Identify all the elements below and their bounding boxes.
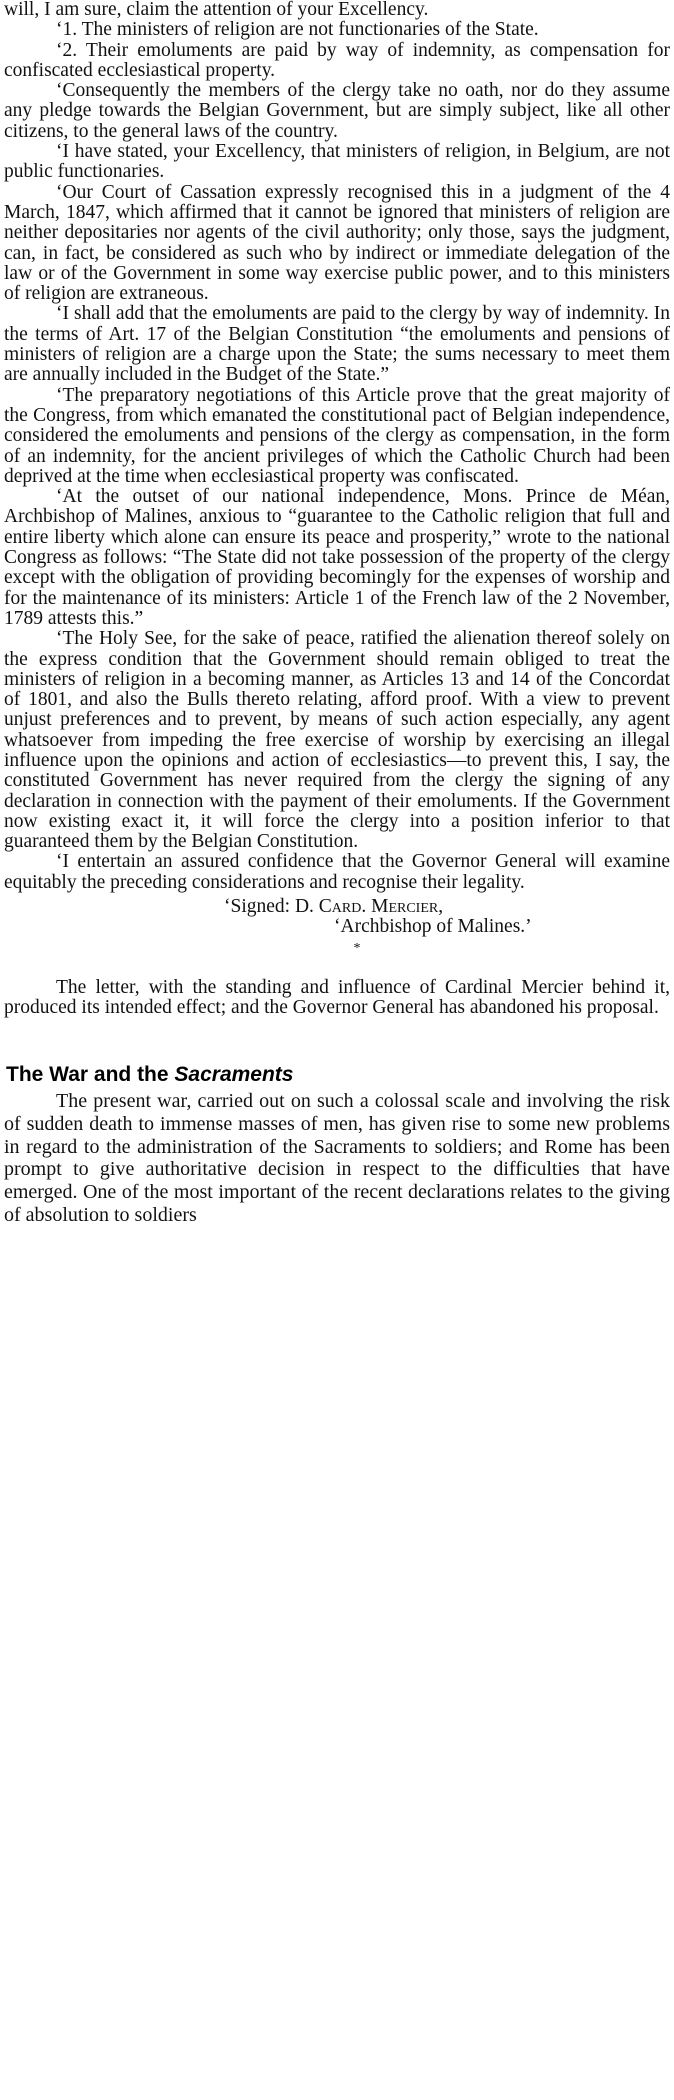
section-body: [4, 1090, 670, 1226]
signed-suffix: ,: [438, 896, 444, 918]
paragraph-4: ‘I have stated, your Excellency, that ministers of religion, in Belgium, are not public functionaries.: [4, 141, 670, 183]
paragraph-3: ‘Consequently the members of the clergy take no oath, nor do they assume any pledge towards the Belgian Government, but are simply subject, like all other citizens, to the general laws of the country.: [4, 80, 670, 142]
closing-paragraph: The letter, with the standing and influence of Cardinal Mercier behind it, produced its intended effect; and the Governor General has abandoned his proposal.: [4, 976, 670, 1018]
signed-line: [224, 897, 670, 917]
signed-prefix: ‘Signed: D.: [224, 896, 319, 918]
heading-plain: The War and the: [6, 1063, 175, 1087]
paragraph-9: ‘The Holy See, for the sake of peace, ratified the alienation thereof solely on the express condition that the Government should remain obliged to treat the ministers of religion in a becoming manner, as Articles 13 and 14 of the Concordat of 1801, and also the Bulls thereto relating, afford proof. With a view to prevent unjust preferences and to prevent, by means of such action especially, any agent whatsoever from impeding the free exercise of worship by exercising an illegal influence upon the opinions and action of ecclesiastics—to prevent this, I say, the constituted Government has never required from the clergy the signing of any declaration in connection with the payment of their emoluments. If the Government now existing exact it, it will force the clergy into a position inferior to that guaranteed them by the Belgian Constitution.: [4, 628, 670, 853]
paragraph-8: ‘At the outset of our national independence, Mons. Prince de Méan, Archbishop of Malines, anxious to “guarantee to the Catholic religion that full and entire liberty which alone can ensure its peace and prosperity,” wrote to the national Congress as follows: “The State did not take possession of the property of the clergy except with the obligation of providing becomingly for the expenses of worship and for the maintenance of its ministers: Article 1 of the French law of the 2 November, 1789 attests this.”: [4, 486, 670, 629]
signed-name: Card. Mercier: [318, 896, 439, 918]
paragraph-2: ‘2. Their emoluments are paid by way of indemnity, as compensation for confiscated ecclesiastical property.: [4, 39, 670, 81]
asterisk-ornament: *: [353, 940, 361, 956]
heading-italic: Sacraments: [174, 1063, 294, 1087]
paragraph-7: ‘The preparatory negotiations of this Article prove that the great majority of the Congress, from which emanated the constitutional pact of Belgian independence, considered the emoluments and pensions of the clergy as compensation, in the form of an indemnity, for the ancient privileges of which the Catholic Church had been deprived at the time when ecclesiastical property was confiscated.: [4, 384, 670, 487]
section-paragraph: The present war, carried out on such a colossal scale and involving the risk of sudden death to immense masses of men, has given rise to some new problems in regard to the administration of the Sacraments to soldiers; and Rome has been prompt to give authoritative decision in respect to the difficulties that have emerged. One of the most important of the recent declarations relates to the giving of absolution to soldiers: [4, 1090, 670, 1226]
section-spacer: [4, 1018, 670, 1062]
ornament-divider: [4, 942, 670, 956]
paragraph-6: ‘I shall add that the emoluments are paid to the clergy by way of indemnity. In the terms of Art. 17 of the Belgian Constitution “the emoluments and pensions of ministers of religion are a charge upon the State; the sums necessary to meet them are annually included in the Budget of the State.”: [4, 303, 670, 386]
paragraph-1: ‘1. The ministers of religion are not functionaries of the State.: [56, 19, 539, 41]
section-heading: [6, 1062, 670, 1088]
signed-title: ‘Archbishop of Malines.’: [334, 916, 532, 938]
signature-block: [4, 897, 670, 938]
paragraph-5: ‘Our Court of Cassation expressly recognised this in a judgment of the 4 March, 1847, which affirmed that it cannot be ignored that ministers of religion are neither depositaries nor agents of the civil authority; only those, says the judgment, can, in fact, be considered as such who by indirect or immediate delegation of the law or of the Government in some way exercise public power, and to this ministers of religion are extraneous.: [4, 181, 670, 305]
intro-line: will, I am sure, claim the attention of your Excellency.: [4, 0, 429, 20]
paragraph-10: ‘I entertain an assured confidence that the Governor General will examine equitably the preceding considerations and recognise their legality.: [4, 851, 670, 893]
